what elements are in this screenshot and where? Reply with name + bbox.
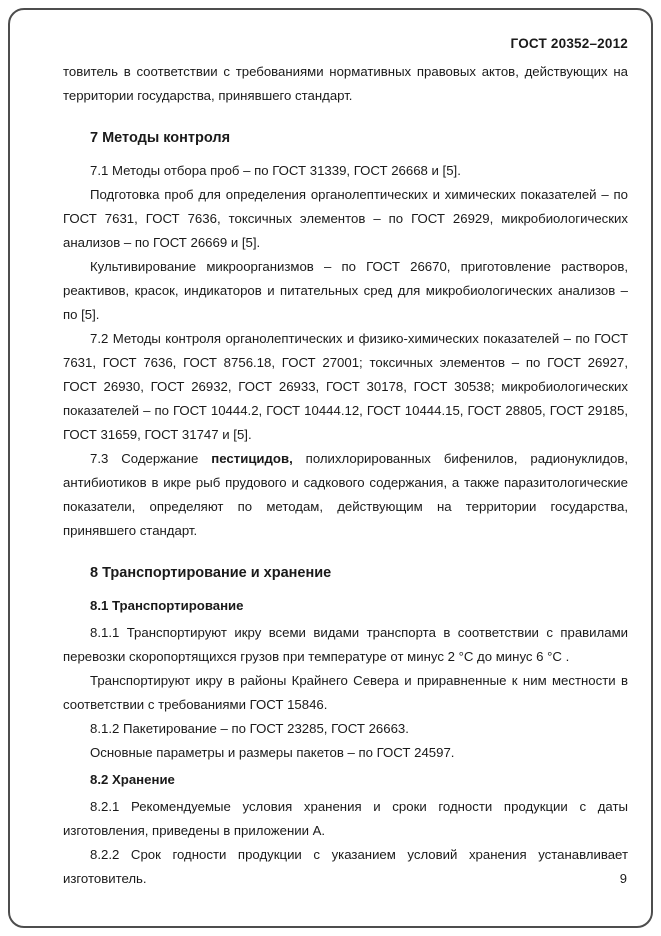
text-segment: 8.2.1 Рекомендуемые условия хранения и сроки годности продукции с даты изготовления, приведены в приложении А.: [63, 799, 628, 838]
document-code: ГОСТ 20352–2012: [510, 36, 628, 51]
clause-7-2: [63, 327, 628, 447]
text-segment: 7.1 Методы отбора проб – по ГОСТ 31339, ГОСТ 26668 и [5].: [90, 163, 461, 178]
clause-8-2-1: [63, 795, 628, 843]
text-segment: Культивирование микроорганизмов – по ГОСТ 26670, приготовление растворов, реактивов, красок, индикаторов и питательных сред для микробиологических анализов – по [5].: [63, 259, 628, 322]
text-segment: 8.1.2 Пакетирование – по ГОСТ 23285, ГОСТ 26663.: [90, 721, 409, 736]
text-segment: 8.1.1 Транспортируют икру всеми видами транспорта в соответствии с правилами перевозки скоропортящихся грузов при температуре от минус 2 °С до минус 6 °С .: [63, 625, 628, 664]
clause-7-1-cultivation: [63, 255, 628, 327]
text-segment: полихлорированных бифенилов, радионуклидов, антибиотиков в икре рыб прудового и садкового содержания, а также паразитологические показатели, определяют по методам, действующим на территории государства, принявшего стандарт.: [63, 451, 628, 538]
section-7-title: [63, 126, 628, 150]
text-segment: 8.1 Транспортирование: [90, 598, 244, 613]
text-segment: Подготовка проб для определения органолептических и химических показателей – по ГОСТ 7631, ГОСТ 7636, токсичных элементов – по ГОСТ 26929, микробиологических анализов – по ГОСТ 26669 и [5].: [63, 187, 628, 250]
text-segment: 7.2 Методы контроля органолептических и физико-химических показателей – по ГОСТ 7631, ГОСТ 7636, ГОСТ 8756.18, ГОСТ 27001; токсичных элементов – по ГОСТ 26927, ГОСТ 26930, ГОСТ 26932, ГОСТ 26933, ГОСТ 30178, ГОСТ 30538; микробиологических показателей – по ГОСТ 10444.2, ГОСТ 10444.12, ГОСТ 10444.15, ГОСТ 28805, ГОСТ 29185, ГОСТ 31659, ГОСТ 31747 и [5].: [63, 331, 628, 442]
clause-7-3: [63, 447, 628, 543]
clause-8-1-2: [63, 717, 628, 741]
text-segment: Основные параметры и размеры пакетов – по ГОСТ 24597.: [90, 745, 455, 760]
clause-8-2-title: [63, 768, 628, 792]
clause-8-1-2-packs: [63, 741, 628, 765]
bold-text-segment: пестицидов,: [211, 451, 293, 466]
text-segment: товитель в соответствии с требованиями нормативных правовых актов, действующих на территории государства, принявшего стандарт.: [63, 64, 628, 103]
page-number: 9: [619, 871, 627, 886]
text-segment: Транспортируют икру в районы Крайнего Севера и приравненные к ним местности в соответствии с требованиями ГОСТ 15846.: [63, 673, 628, 712]
clause-7-1: [63, 159, 628, 183]
clause-8-2-2: [63, 843, 628, 891]
intro-continuation: [63, 60, 628, 108]
clause-8-1-title: [63, 594, 628, 618]
clause-8-1-1: [63, 621, 628, 669]
text-segment: 8 Транспортирование и хранение: [90, 565, 332, 581]
document-blocks: [63, 60, 628, 891]
clause-7-1-samples: [63, 183, 628, 255]
text-segment: 8.2 Хранение: [90, 772, 175, 787]
text-segment: 7 Методы контроля: [90, 130, 231, 146]
clause-8-1-1-north: [63, 669, 628, 717]
text-segment: 8.2.2 Срок годности продукции с указанием условий хранения устанавливает изготовитель.: [63, 847, 628, 886]
section-8-title: [63, 561, 628, 585]
text-segment: 7.3 Содержание: [90, 451, 212, 466]
